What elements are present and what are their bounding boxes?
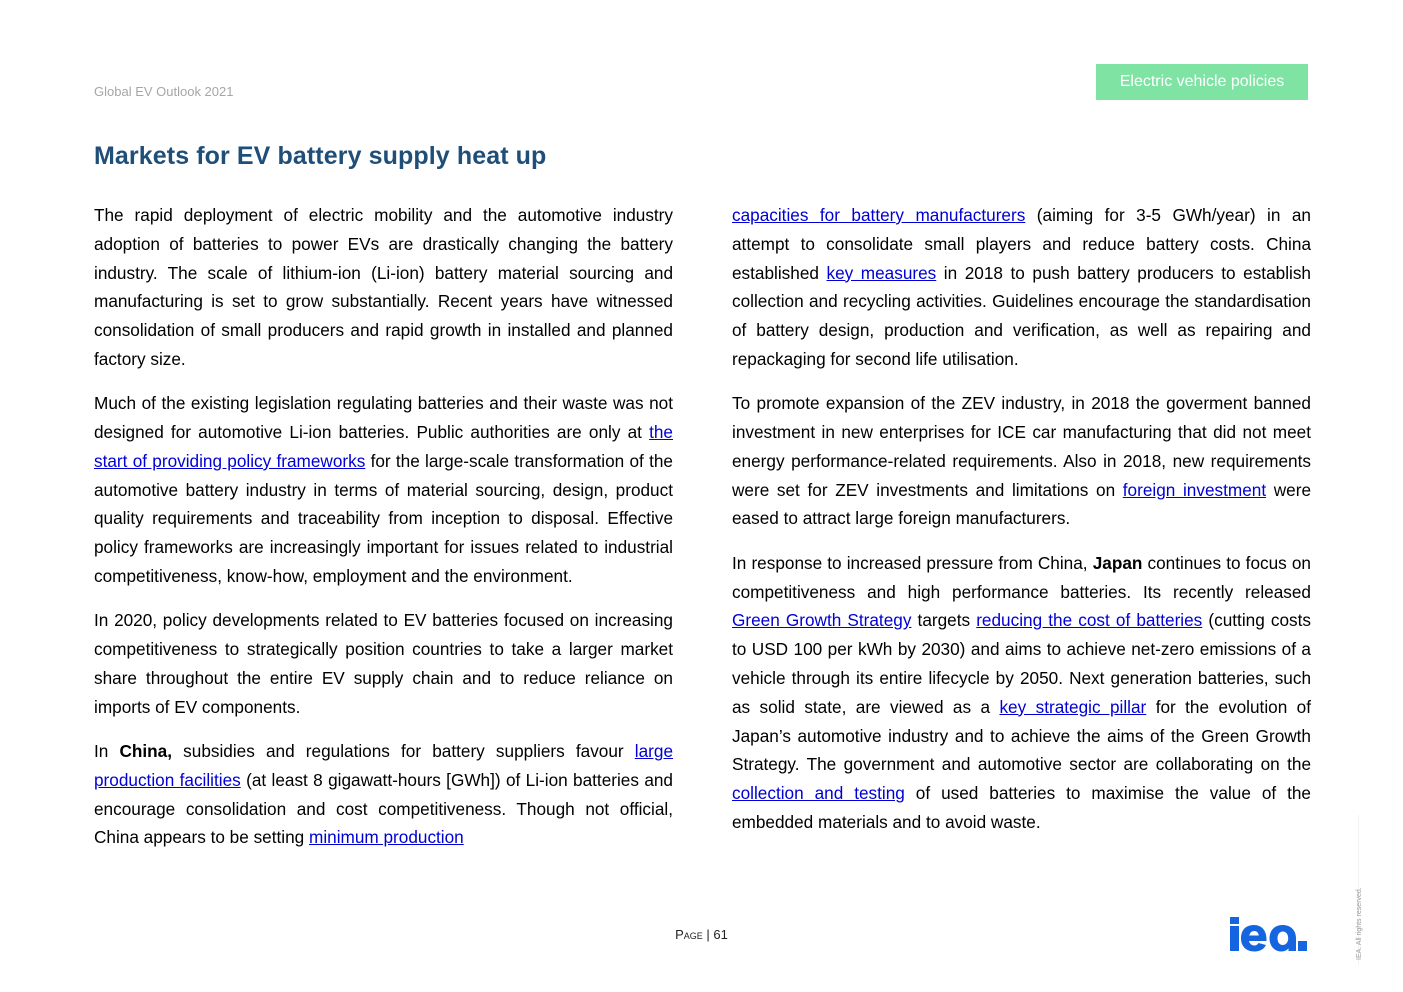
paragraph (94, 737, 673, 852)
text-span: In response to increased pressure from China, (732, 552, 1093, 573)
left-column (94, 201, 673, 852)
document-title: Global EV Outlook 2021 (94, 84, 234, 99)
collection-testing-link[interactable]: collection and testing (732, 783, 905, 804)
key-strategic-pillar-link[interactable]: key strategic pillar (999, 696, 1147, 717)
page-number-value: 61 (713, 927, 728, 942)
text-span: continues to focus on competitiveness and high performance batteries. Its recently released (732, 552, 1311, 602)
text-span: of used batteries to maximise the value of the embedded materials and to avoid waste. (732, 783, 1311, 832)
text-span: To promote expansion of the ZEV industry, in 2018 the goverment banned investment in new enterprises for ICE car manufacturing that did not meet energy performance-related requirements. Also in 2018, new requirements were set for ZEV investments and limitations on (732, 393, 1311, 500)
paragraph (732, 201, 1311, 374)
text-span: in 2018 to push battery producers to establish collection and recycling activities. Guidelines encourage the standardisation of battery design, production and verification, as well as repairing and repackaging for second life utilisation. (732, 262, 1311, 369)
text-span: Much of the existing legislation regulating batteries and their waste was not designed for automotive Li-ion batteries. Public authorities are only at (94, 393, 673, 443)
page-label: Page (675, 927, 703, 942)
bold-term-japan: Japan (1092, 552, 1143, 573)
text-span: were eased to attract large foreign manufacturers. (732, 479, 1311, 529)
paragraph (94, 389, 673, 591)
page-separator: | (702, 927, 714, 942)
page-title: Markets for EV battery supply heat up (94, 142, 547, 170)
text-span: (aiming for 3-5 GWh/year) in an attempt to consolidate small players and reduce battery costs. China established (732, 205, 1311, 283)
paragraph (732, 549, 1311, 837)
reducing-cost-link[interactable]: reducing the cost of batteries (976, 610, 1203, 631)
minimum-production-link[interactable]: minimum production (309, 827, 464, 848)
text-span: for the large-scale transformation of the automotive battery industry in terms of material sourcing, design, product quality requirements and traceability from inception to disposal. Effective policy frameworks are increasingly important for issues related to industrial competitiveness, know-how, employment and the environment. (94, 450, 673, 587)
text-span: (cutting costs to USD 100 per kWh by 2030) and aims to achieve net-zero emissions of a vehicle through its entire lifecycle by 2050. Next generation batteries, such as solid state, are viewed as a (732, 610, 1311, 717)
foreign-investment-link[interactable]: foreign investment (1122, 479, 1267, 500)
text-span: for the evolution of Japan’s automotive industry and to achieve the aims of the Green Growth Strategy. The government and automotive sector are collaborating on the (732, 696, 1311, 775)
right-column (732, 201, 1311, 837)
text-span: subsidies and regulations for battery suppliers favour (172, 741, 635, 762)
key-measures-link[interactable]: key measures (826, 262, 937, 283)
paragraph: The rapid deployment of electric mobility and the automotive industry adoption of batteries to power EVs are drastically changing the battery industry. The scale of lithium-ion (Li-ion) battery material sourcing and manufacturing is set to grow substantially. Recent years have witnessed consolidation of small producers and rapid growth in installed and planned factory size. (94, 205, 673, 369)
text-span: (at least 8 gigawatt-hours [GWh]) of Li-ion batteries and encourage consolidation and cost competitiveness. Though not official, China appears to be setting (94, 769, 673, 848)
large-production-facilities-link[interactable]: large production facilities (94, 741, 673, 790)
text-span: In (94, 741, 120, 762)
capacities-link[interactable]: capacities for battery manufacturers (732, 205, 1026, 225)
paragraph: In 2020, policy developments related to EV batteries focused on increasing competitiveness to strategically position countries to take a larger market share throughout the entire EV supply chain and to reduce reliance on imports of EV components. (94, 610, 673, 717)
text-span: targets (911, 610, 977, 631)
bold-term-china: China, (119, 741, 173, 762)
paragraph (732, 389, 1311, 533)
rights-notice: IEA. All rights reserved. (1356, 887, 1363, 960)
green-growth-strategy-link[interactable]: Green Growth Strategy (732, 610, 912, 631)
page-number (0, 927, 1403, 942)
section-tag: Electric vehicle policies (1096, 64, 1308, 100)
policy-frameworks-link[interactable]: the start of providing policy frameworks (94, 422, 673, 471)
iea-logo (1229, 916, 1309, 952)
